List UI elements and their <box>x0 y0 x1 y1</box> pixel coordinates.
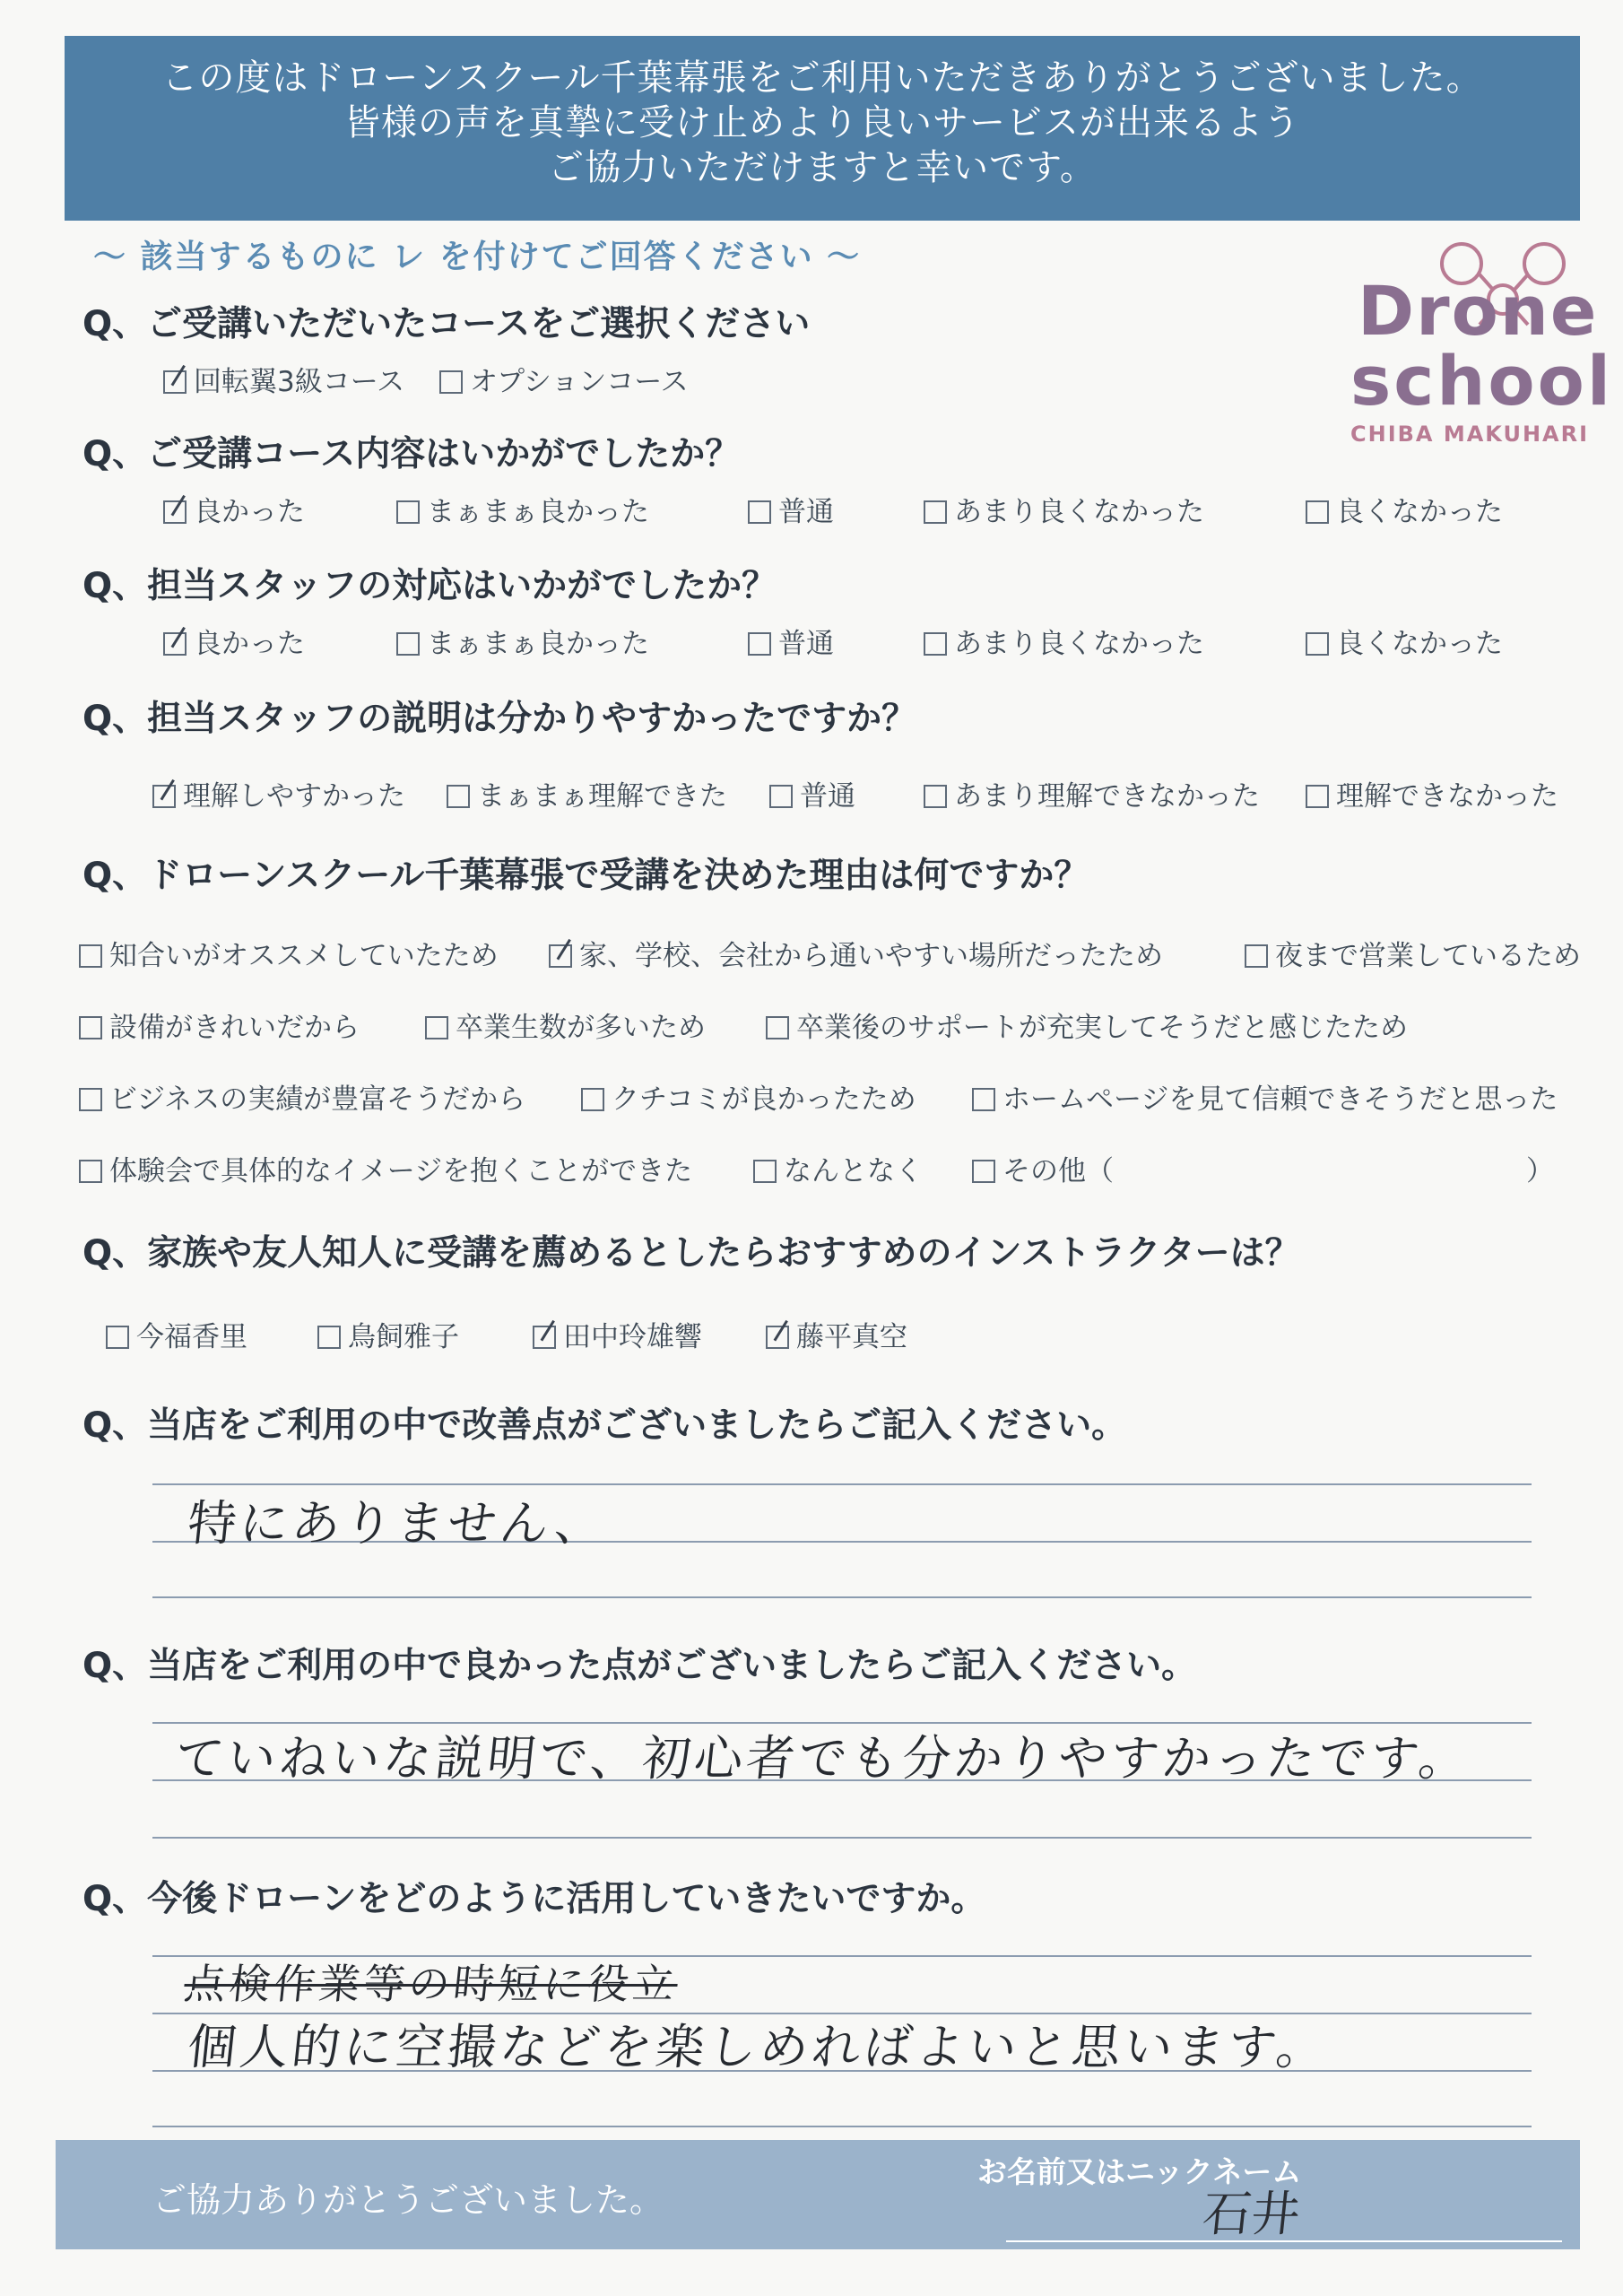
option-average[interactable]: 普通 <box>748 621 834 661</box>
name-underline <box>1006 2240 1562 2242</box>
option-recommended-by-acquaintance[interactable]: 知合いがオススメしていたため <box>79 933 499 973</box>
checkbox-icon[interactable] <box>152 785 176 808</box>
answer-good-points[interactable]: ていねいな説明で、初心者でも分かりやすかったです。 <box>172 1730 1474 1787</box>
option-not-understood[interactable]: 理解できなかった <box>1306 773 1558 813</box>
checkbox-icon[interactable] <box>317 1326 341 1349</box>
option-business-track-record[interactable]: ビジネスの実績が豊富そうだから <box>79 1076 525 1117</box>
checkbox-icon[interactable] <box>396 500 420 524</box>
checkbox-icon[interactable] <box>753 1160 777 1183</box>
logo-text-location: CHIBA MAKUHARI <box>1350 422 1590 447</box>
question-improvements: Q、当店をご利用の中で改善点がございましたらご記入ください。 <box>82 1405 1127 1446</box>
header-line-2: 皆様の声を真摯に受け止めより良いサービスが出来るよう <box>344 102 1300 144</box>
option-other[interactable]: その他（ <box>972 1148 1114 1188</box>
checkbox-icon[interactable] <box>1306 632 1329 656</box>
option-post-graduation-support[interactable]: 卒業後のサポートが充実してそうだと感じたため <box>766 1004 1408 1045</box>
checkbox-icon[interactable] <box>425 1016 448 1039</box>
checkbox-icon[interactable] <box>769 785 793 808</box>
checkbox-icon[interactable] <box>748 632 771 656</box>
name-field[interactable]: 石井 <box>1200 2186 1303 2242</box>
name-label: お名前又はニックネーム <box>977 2154 1302 2189</box>
option-average[interactable]: 普通 <box>769 773 855 813</box>
option-many-graduates[interactable]: 卒業生数が多いため <box>425 1004 706 1045</box>
option-good[interactable]: 良かった <box>163 621 305 661</box>
option-instructor-fujihira[interactable]: 藤平真空 <box>766 1314 907 1354</box>
checkbox-icon[interactable] <box>924 632 947 656</box>
question-reason: Q、ドローンスクール千葉幕張で受講を決めた理由は何ですか？ <box>82 856 1089 896</box>
answer-line <box>152 2126 1532 2127</box>
instruction-text: ～ 該当するものに レ を付けてご回答ください ～ <box>93 239 862 275</box>
option-not-good[interactable]: 良くなかった <box>1306 621 1503 661</box>
checkbox-icon[interactable] <box>79 944 102 968</box>
question-recommended-instructor: Q、家族や友人知人に受講を薦めるとしたらおすすめのインストラクターは？ <box>82 1233 1300 1274</box>
checkbox-icon[interactable] <box>549 944 572 968</box>
option-fairly-understood[interactable]: まぁまぁ理解できた <box>447 773 727 813</box>
option-good-reviews[interactable]: クチコミが良かったため <box>581 1076 916 1117</box>
question-course-content: Q、ご受講コース内容はいかがでしたか？ <box>82 434 741 474</box>
option-other-close: ） <box>1526 1155 1554 1187</box>
checkbox-icon[interactable] <box>924 785 947 808</box>
option-clean-facilities[interactable]: 設備がきれいだから <box>79 1004 360 1045</box>
option-instructor-torikai[interactable]: 鳥飼雅子 <box>317 1314 459 1354</box>
checkbox-icon[interactable] <box>106 1326 129 1349</box>
checkbox-icon[interactable] <box>1306 785 1329 808</box>
checkbox-icon[interactable] <box>972 1160 995 1183</box>
option-not-very-good[interactable]: あまり良くなかった <box>924 489 1204 529</box>
checkbox-icon[interactable] <box>748 500 771 524</box>
option-not-very-good[interactable]: あまり良くなかった <box>924 621 1204 661</box>
header-line-1: この度はドローンスクール千葉幕張をご利用いただきありがとうございました。 <box>161 57 1483 99</box>
checkbox-icon[interactable] <box>1245 944 1268 968</box>
answer-future-use[interactable]: 個人的に空撮などを楽しめればよいと思います。 <box>185 2019 1332 2075</box>
checkbox-icon[interactable] <box>924 500 947 524</box>
checkbox-icon[interactable] <box>766 1326 789 1349</box>
option-trustworthy-homepage[interactable]: ホームページを見て信頼できそうだと思った <box>972 1076 1558 1117</box>
header-banner <box>65 36 1580 221</box>
option-rotor-3rd[interactable]: 回転翼3級コース <box>163 359 404 399</box>
checkbox-icon[interactable] <box>1306 500 1329 524</box>
option-not-good[interactable]: 良くなかった <box>1306 489 1503 529</box>
checkbox-icon[interactable] <box>163 632 187 656</box>
checkbox-icon[interactable] <box>533 1326 556 1349</box>
checkbox-icon[interactable] <box>972 1088 995 1111</box>
question-staff-explanation: Q、担当スタッフの説明は分かりやすかったですか？ <box>82 699 917 739</box>
option-fairly-good[interactable]: まぁまぁ良かった <box>396 621 649 661</box>
header-line-3: ご協力いただけますと幸いです。 <box>548 147 1097 188</box>
answer-future-use-struck: 点検作業等の時短に役立 <box>181 1960 681 2008</box>
option-open-late[interactable]: 夜まで営業しているため <box>1245 933 1581 973</box>
logo-text-drone: Drone <box>1358 271 1599 351</box>
checkbox-icon[interactable] <box>447 785 470 808</box>
option-instructor-tanaka[interactable]: 田中玲雄響 <box>533 1314 702 1354</box>
footer-thanks: ご協力ありがとうございました。 <box>152 2180 664 2220</box>
checkbox-icon[interactable] <box>766 1016 789 1039</box>
option-fairly-good[interactable]: まぁまぁ良かった <box>396 489 649 529</box>
checkbox-icon[interactable] <box>163 500 187 524</box>
question-good-points: Q、当店をご利用の中で良かった点がございましたらご記入ください。 <box>82 1646 1197 1686</box>
option-convenient-location[interactable]: 家、学校、会社から通いやすい場所だったため <box>549 933 1163 973</box>
option-no-particular-reason[interactable]: なんとなく <box>753 1148 923 1188</box>
checkbox-icon[interactable] <box>163 370 187 394</box>
checkbox-icon[interactable] <box>396 632 420 656</box>
question-course: Q、ご受講いただいたコースをご選択ください <box>82 304 811 344</box>
option-good[interactable]: 良かった <box>163 489 305 529</box>
checkbox-icon[interactable] <box>79 1088 102 1111</box>
option-trial-session[interactable]: 体験会で具体的なイメージを抱くことができた <box>79 1148 692 1188</box>
option-optional-course[interactable]: オプションコース <box>439 359 689 399</box>
logo-text-school: school <box>1350 341 1613 421</box>
option-average[interactable]: 普通 <box>748 489 834 529</box>
checkbox-icon[interactable] <box>581 1088 604 1111</box>
checkbox-icon[interactable] <box>79 1016 102 1039</box>
option-not-very-understood[interactable]: あまり理解できなかった <box>924 773 1260 813</box>
option-easy-to-understand[interactable]: 理解しやすかった <box>152 773 405 813</box>
option-instructor-imafuku[interactable]: 今福香里 <box>106 1314 247 1354</box>
drone-school-logo <box>1345 235 1613 459</box>
answer-line <box>152 1837 1532 1839</box>
footer-banner <box>56 2140 1580 2249</box>
question-staff-response: Q、担当スタッフの対応はいかがでしたか？ <box>82 566 777 606</box>
question-future-use: Q、今後ドローンをどのように活用していきたいですか。 <box>82 1879 986 1919</box>
checkbox-icon[interactable] <box>439 370 463 394</box>
answer-line <box>152 1596 1532 1598</box>
answer-improvements[interactable]: 特にありません、 <box>185 1495 611 1552</box>
checkbox-icon[interactable] <box>79 1160 102 1183</box>
